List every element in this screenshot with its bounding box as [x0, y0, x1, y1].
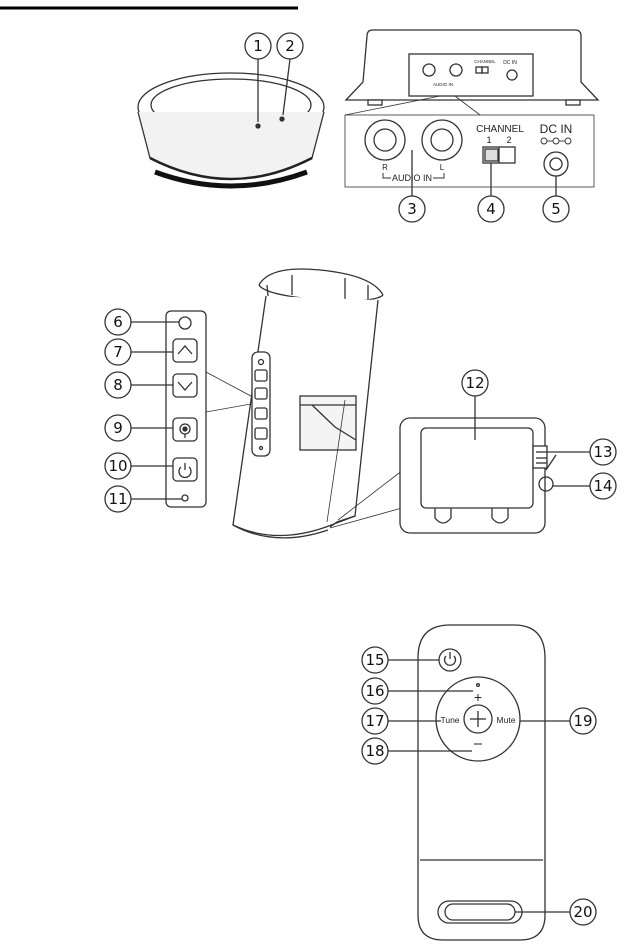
- audio-in-label: AUDIO IN: [391, 173, 433, 183]
- channel-label: CHANNEL: [476, 124, 524, 135]
- dock-slot: [300, 396, 356, 450]
- rear-panel-detail: [345, 115, 594, 187]
- callout-15-label: 15: [365, 651, 385, 669]
- remote-tune-label: Tune: [440, 715, 460, 725]
- callout-17-label: 17: [365, 712, 385, 730]
- callout-13: [547, 439, 616, 465]
- small-audio-in-label: AUDIO IN: [432, 82, 454, 87]
- callout-18-label: 18: [365, 742, 385, 760]
- callout-5-label: 5: [551, 200, 561, 218]
- callout-8-label: 8: [113, 376, 123, 394]
- callout-7-label: 7: [113, 343, 123, 361]
- small-channel-label: CHANNEL: [474, 59, 496, 64]
- callout-9-label: 9: [113, 419, 123, 437]
- callout-12-label: 12: [465, 374, 485, 392]
- callout-13-label: 13: [593, 443, 613, 461]
- control-panel-detail: [166, 311, 206, 507]
- callout-8: [105, 372, 173, 398]
- callout-20-label: 20: [573, 903, 593, 921]
- callout-4-label: 4: [486, 200, 496, 218]
- remote-plus-label: +: [473, 689, 483, 705]
- remote-mute-label: Mute: [496, 715, 516, 725]
- usb-port: [533, 446, 547, 468]
- callout-6-label: 6: [113, 313, 123, 331]
- remote-control: [418, 625, 545, 940]
- base-rear-view: [346, 30, 598, 105]
- indicator-light-2: [280, 117, 284, 121]
- callout-7: [105, 339, 173, 365]
- remote-minus-label: –: [473, 735, 483, 752]
- audio-r-label: R: [382, 163, 388, 172]
- callout-11-label: 11: [108, 490, 128, 508]
- callout-16-label: 16: [365, 682, 385, 700]
- small-dc-in-label: DC IN: [503, 60, 517, 66]
- callout-1-label: 1: [253, 37, 263, 55]
- channel-1-label: 1: [486, 135, 492, 145]
- audio-l-label: L: [439, 163, 445, 172]
- callout-14-label: 14: [593, 477, 613, 495]
- transmitter-base: [138, 73, 324, 186]
- indicator-light-1: [256, 124, 260, 128]
- callout-10-label: 10: [108, 457, 128, 475]
- dc-in-label: DC IN: [539, 122, 573, 136]
- callout-9: [105, 415, 173, 441]
- speaker-unit: [233, 269, 383, 538]
- dock-detail: [400, 418, 556, 533]
- callout-14: [553, 473, 616, 499]
- speaker-control-strip: [252, 352, 270, 456]
- callout-3-label: 3: [407, 200, 417, 218]
- callout-10: [105, 453, 173, 479]
- channel-2-label: 2: [506, 135, 512, 145]
- callout-19-label: 19: [573, 712, 593, 730]
- callout-2-label: 2: [285, 37, 295, 55]
